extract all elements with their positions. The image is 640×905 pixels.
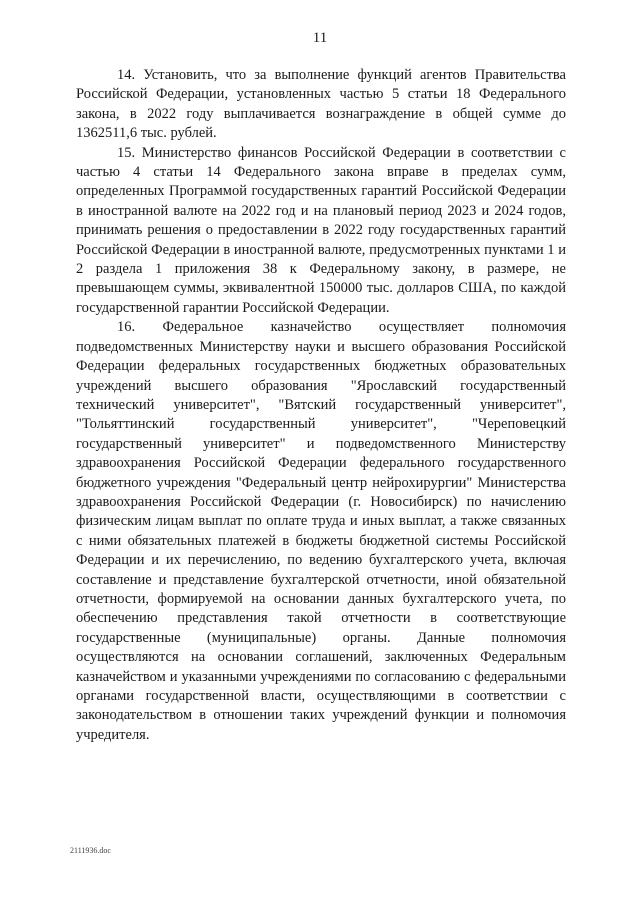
paragraph-15: 15. Министерство финансов Российской Федерации в соответствии с частью 4 статьи 14 Федерального закона вправе в пределах сумм, определенных Программой государственных гарантий Российской Федерации в иностранной валюте на 2022 год и на плановый период 2023 и 2024 годов, принимать решения о предоставлении в 2022 году государственных гарантий Российской Федерации в иностранной валюте, предусмотренных пунктами 1 и 2 раздела 1 приложения 38 к Федеральному закону, в размере, не превышающем суммы, эквивалентной 150000 тыс. долларов США, по каждой государственной гарантии Российской Федерации. xyxy=(76,144,566,316)
paragraph-16: 16. Федеральное казначейство осуществляет полномочия подведомственных Министерству науки и высшего образования Российской Федерации федеральных государственных бюджетных образовательных учреждений высшего образования "Ярославский государственный технический университет", "Вятский государственный университет", "Тольяттинский государственный университет", "Череповецкий государственный университет" и подведомственного Министерству здравоохранения Российской Федерации федерального государственного бюджетного учреждения "Федеральный центр нейрохирургии" Министерства здравоохранения Российской Федерации (г. Новосибирск) по начислению физическим лицам выплат по оплате труда и иных выплат, а также связанных с ними обязательных платежей в бюджеты бюджетной системы Российской Федерации и их перечислению, по ведению бухгалтерского учета, включая составление и представление бухгалтерской отчетности, иной обязательной отчетности, формируемой на основании данных бухгалтерского учета, по обеспечению представления такой отчетности в соответствующие государственные (муниципальные) органы. Данные полномочия осуществляются на основании соглашений, заключенных Федеральным казначейством и указанными учреждениями по согласованию с федеральными органами государственной власти, осуществляющими в соответствии с законодательством в отношении таких учреждений функции и полномочия учредителя. xyxy=(76,319,566,743)
paragraph-14: 14. Установить, что за выполнение функций агентов Правительства Российской Федерации, установленных частью 5 статьи 18 Федерального закона, в 2022 году выплачивается вознаграждение в общей сумме до 1362511,6 тыс. рублей. xyxy=(76,67,566,142)
footer-filename: 2111936.doc xyxy=(70,846,111,855)
page-number: 11 xyxy=(312,30,328,46)
document-body xyxy=(76,66,566,745)
